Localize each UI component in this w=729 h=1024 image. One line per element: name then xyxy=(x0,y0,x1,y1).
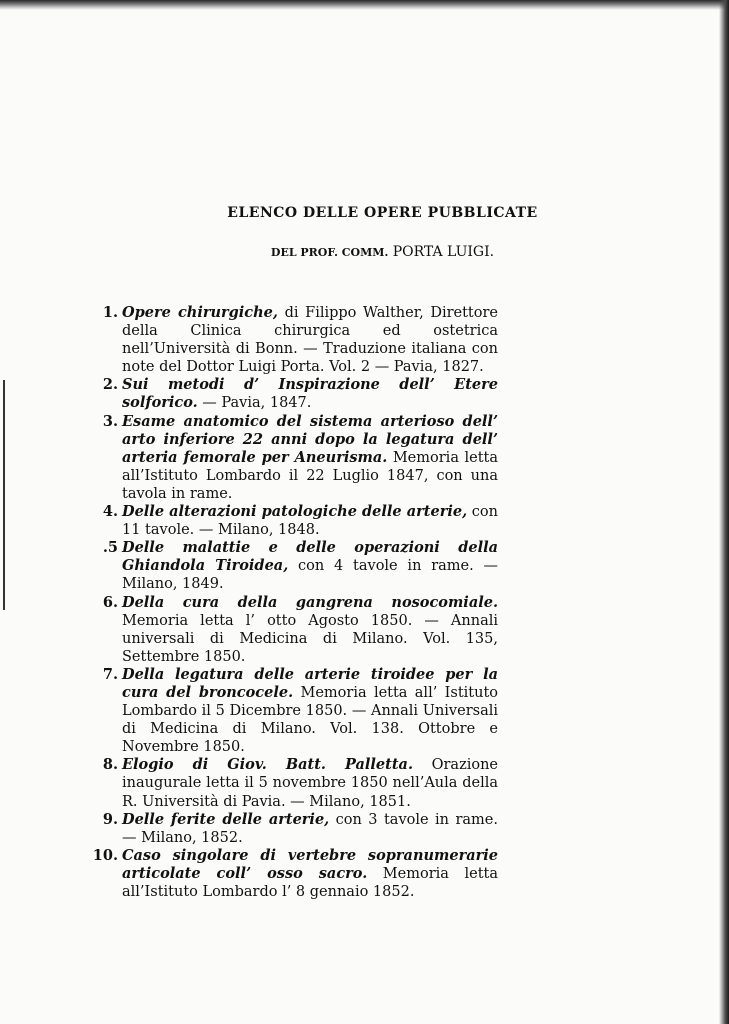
item-text: con 4 tavole in rame. — Milano, 1849. xyxy=(122,558,498,593)
item-title: Delle ferite delle arterie, xyxy=(122,810,330,828)
list-item xyxy=(88,413,498,503)
item-text: Memoria letta all’ Istituto Lombardo il 5 Dicembre 1850. — Annali Universali di Medicina di Milano. Vol. 138. Ottobre e Novembre 1850. xyxy=(122,684,499,756)
list-item xyxy=(88,811,498,847)
page-top-edge-shadow xyxy=(0,0,729,10)
item-body xyxy=(122,413,498,503)
item-title: Della legatura delle arterie tiroidee per la cura del broncocele. xyxy=(122,665,498,701)
item-number: 6. xyxy=(102,593,118,611)
author-name: PORTA LUIGI. xyxy=(392,244,495,260)
item-body xyxy=(122,304,498,376)
item-text: di Filippo Walther, Direttore della Clinica chirurgica ed ostetrica nell’Università di Bonn. — Traduzione italiana con note del Dottor Luigi Porta. Vol. 2 — Pavia, 1827. xyxy=(122,305,498,376)
item-body xyxy=(122,539,498,593)
list-item xyxy=(88,376,498,412)
item-title: Delle malattie e delle operazioni della Ghiandola Tiroidea, xyxy=(122,539,498,575)
item-number: 8. xyxy=(102,756,118,774)
item-number: 3. xyxy=(102,412,118,430)
list-item xyxy=(88,594,498,666)
list-item xyxy=(88,847,498,901)
item-body xyxy=(122,594,498,666)
page-right-edge-shadow xyxy=(719,0,729,1024)
item-title: Opere chirurgiche, xyxy=(122,304,278,321)
item-text: Memoria letta all’Istituto Lombardo il 22 Luglio 1847, con una tavola in rame. xyxy=(122,449,498,502)
item-title: Delle alterazioni patologiche delle arterie, xyxy=(122,503,468,521)
item-text: con 11 tavole. — Milano, 1848. xyxy=(122,504,498,539)
item-text: — Pavia, 1847. xyxy=(197,395,312,412)
item-text: Memoria letta all’Istituto Lombardo l’ 8 gennaio 1852. xyxy=(122,865,498,900)
list-item xyxy=(88,756,498,810)
page-subtitle xyxy=(0,244,729,260)
item-body xyxy=(122,376,498,412)
item-number: 4. xyxy=(102,503,118,521)
list-item xyxy=(88,503,498,539)
list-item xyxy=(88,666,498,756)
item-title: Caso singolare di vertebre sopranumerarie articolate coll’ osso sacro. xyxy=(122,846,498,882)
list-item xyxy=(88,304,498,376)
list-item xyxy=(88,539,498,593)
binding-mark xyxy=(3,380,5,610)
works-list xyxy=(88,304,498,901)
item-number: 1. xyxy=(102,304,118,321)
item-body xyxy=(122,847,498,901)
item-title: Sui metodi d’ Inspirazione dell’ Etere solforico. xyxy=(122,376,498,412)
item-number: 7. xyxy=(102,665,118,683)
item-text: con 3 tavole in rame. — Milano, 1852. xyxy=(122,811,498,846)
item-body xyxy=(122,503,498,539)
item-title: Elogio di Giov. Batt. Palletta. xyxy=(122,756,414,774)
item-number: 2. xyxy=(102,376,118,394)
item-number: 10. xyxy=(92,846,118,864)
page-title: ELENCO DELLE OPERE PUBBLICATE xyxy=(227,205,538,221)
subtitle-prefix: DEL PROF. COMM. xyxy=(270,246,389,259)
item-text: Memoria letta l’ otto Agosto 1850. — Annali universali di Medicina di Milano. Vol. 135, Settembre 1850. xyxy=(122,612,498,665)
item-title: Esame anatomico del sistema arterioso dell’ arto inferiore 22 anni dopo la legatura dell’ arteria femorale per Aneurisma. xyxy=(122,412,498,466)
item-body xyxy=(122,811,498,847)
item-body xyxy=(122,756,498,810)
item-number: .5 xyxy=(102,539,118,557)
item-body xyxy=(122,666,498,756)
item-text: Orazione inaugurale letta il 5 novembre 1850 nell’Aula della R. Università di Pavia. — Milano, 1851. xyxy=(122,757,499,810)
item-number: 9. xyxy=(102,810,118,828)
item-title: Della cura della gangrena nosocomiale. xyxy=(122,593,498,611)
